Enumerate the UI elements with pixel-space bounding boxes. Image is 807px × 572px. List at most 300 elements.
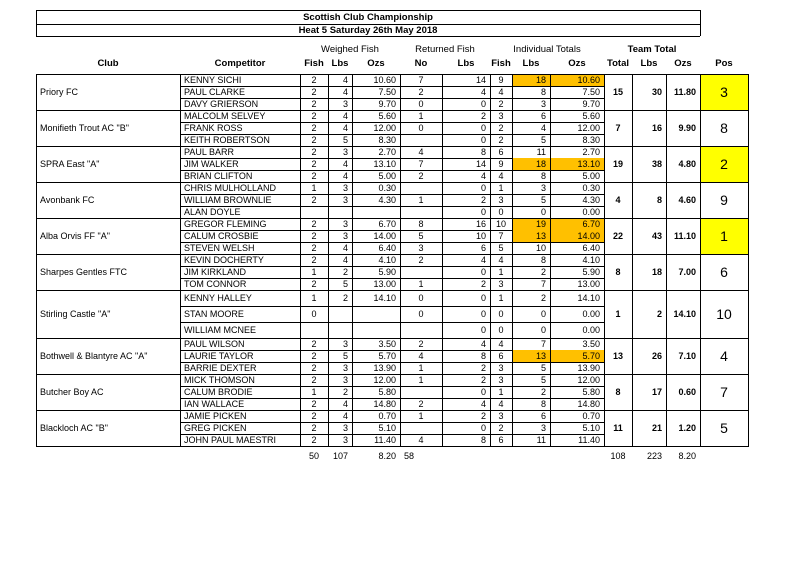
individual-fish-value: 6	[498, 147, 504, 157]
individual-ozs-value: 0.30	[582, 183, 600, 193]
individual-ozs-value: 5.80	[582, 387, 600, 397]
column-header-weighed-lbs: Lbs	[331, 58, 349, 69]
competitor-name: LAURIE TAYLOR	[184, 351, 254, 361]
weighed-ozs-value: 6.70	[378, 219, 396, 229]
individual-ozs-value: 14.80	[577, 399, 600, 409]
title-border-right	[700, 10, 701, 36]
column-divider	[490, 74, 491, 447]
competitor-name: BARRIE DEXTER	[184, 363, 257, 373]
weighed-fish-value: 2	[311, 147, 317, 157]
returned-lbs-value: 10	[475, 231, 486, 241]
team-ozs-value: 1.20	[678, 423, 696, 433]
returned-lbs-value: 4	[480, 399, 486, 409]
club-divider	[36, 74, 748, 75]
individual-ozs-value: 12.00	[577, 375, 600, 385]
weighed-lbs-value: 5	[342, 351, 348, 361]
team-total-value: 4	[615, 195, 621, 205]
team-total-value: 7	[615, 123, 621, 133]
club-divider	[36, 338, 748, 339]
row-divider	[180, 306, 604, 307]
individual-ozs-value: 13.00	[577, 279, 600, 289]
competitor-name: JIM KIRKLAND	[184, 267, 247, 277]
weighed-lbs-value: 3	[342, 435, 348, 445]
returned-no-value	[404, 422, 438, 434]
weighed-ozs-value: 13.90	[373, 363, 396, 373]
individual-fish-value: 7	[498, 231, 504, 241]
group-header-team: Team Total	[627, 44, 677, 55]
individual-ozs-value: 12.00	[577, 123, 600, 133]
competitor-name: PAUL BARR	[184, 147, 235, 157]
weighed-ozs-value: 14.10	[373, 293, 396, 303]
returned-lbs-value: 2	[480, 195, 486, 205]
competitor-name: JIM WALKER	[184, 159, 239, 169]
returned-lbs-value: 0	[480, 309, 486, 319]
individual-fish-value: 3	[498, 111, 504, 121]
team-total-value: 8	[615, 387, 621, 397]
club-divider	[36, 410, 748, 411]
individual-lbs-value: 19	[535, 219, 546, 229]
individual-ozs-value: 5.70	[582, 351, 600, 361]
weighed-fish-value	[304, 324, 324, 336]
weighed-fish-value: 1	[311, 387, 317, 397]
returned-no-value: 1	[418, 195, 424, 205]
returned-lbs-value: 0	[480, 99, 486, 109]
weighed-fish-value: 2	[311, 195, 317, 205]
sheet-subtitle: Heat 5 Saturday 26th May 2018	[298, 25, 438, 36]
club-name: Priory FC	[40, 87, 78, 97]
weighed-fish-value: 2	[311, 99, 317, 109]
weighed-lbs-value: 5	[342, 279, 348, 289]
weighed-ozs-value: 14.00	[373, 231, 396, 241]
weighed-lbs-value: 4	[342, 75, 348, 85]
competitor-name: FRANK ROSS	[184, 123, 243, 133]
team-lbs-value: 8	[656, 195, 662, 205]
column-divider	[180, 74, 181, 447]
returned-lbs-value: 0	[480, 423, 486, 433]
weighed-fish-value: 2	[311, 75, 317, 85]
column-divider	[352, 74, 353, 447]
weighed-ozs-value: 5.70	[378, 351, 396, 361]
returned-no-value: 4	[418, 435, 424, 445]
returned-lbs-value: 0	[480, 135, 486, 145]
competitor-name: IAN WALLACE	[184, 399, 245, 409]
individual-ozs-value: 14.00	[577, 231, 600, 241]
weighed-lbs-value: 2	[342, 267, 348, 277]
returned-no-value	[404, 266, 438, 278]
weighed-lbs-value: 4	[342, 111, 348, 121]
group-header-individual: Individual Totals	[513, 44, 581, 55]
returned-lbs-value: 8	[480, 435, 486, 445]
individual-lbs-value: 0	[540, 207, 546, 217]
returned-lbs-value: 0	[480, 325, 486, 335]
individual-fish-value: 3	[498, 363, 504, 373]
weighed-ozs-value	[356, 324, 396, 336]
column-header-weighed-fish: Fish	[304, 58, 324, 69]
returned-no-value: 2	[418, 255, 424, 265]
weighed-fish-value: 1	[311, 267, 317, 277]
returned-no-value: 1	[418, 375, 424, 385]
weighed-lbs-value: 4	[342, 171, 348, 181]
club-divider	[36, 254, 748, 255]
individual-ozs-value: 8.30	[582, 135, 600, 145]
weighed-lbs-value: 5	[342, 135, 348, 145]
weighed-fish-value: 2	[311, 243, 317, 253]
team-total-value: 13	[612, 351, 623, 361]
individual-lbs-value: 6	[540, 111, 546, 121]
individual-lbs-value: 5	[540, 195, 546, 205]
competitor-name: MALCOLM SELVEY	[184, 111, 266, 121]
individual-fish-value: 0	[498, 207, 504, 217]
individual-lbs-value: 8	[540, 171, 546, 181]
individual-ozs-value: 5.00	[582, 171, 600, 181]
column-divider	[442, 74, 443, 447]
weighed-ozs-value: 10.60	[373, 75, 396, 85]
team-lbs-value: 38	[651, 159, 662, 169]
column-divider	[748, 74, 749, 447]
individual-lbs-value: 2	[540, 267, 546, 277]
returned-no-value: 7	[418, 75, 424, 85]
weighed-fish-value: 2	[311, 411, 317, 421]
total-team-total: 108	[610, 451, 626, 461]
column-divider	[604, 74, 605, 447]
team-lbs-value: 18	[651, 267, 662, 277]
individual-ozs-value: 13.90	[577, 363, 600, 373]
team-total-value: 19	[612, 159, 623, 169]
column-header-club: Club	[97, 58, 119, 69]
individual-ozs-value: 6.70	[582, 219, 600, 229]
returned-no-value	[404, 134, 438, 146]
position-value: 10	[716, 306, 732, 322]
club-name: Monifieth Trout AC "B"	[40, 123, 129, 133]
individual-fish-value: 3	[498, 411, 504, 421]
weighed-fish-value: 2	[311, 375, 317, 385]
individual-lbs-value: 8	[540, 255, 546, 265]
weighed-fish-value: 2	[311, 135, 317, 145]
returned-no-value: 1	[418, 363, 424, 373]
weighed-ozs-value: 9.70	[378, 99, 396, 109]
returned-lbs-value: 2	[480, 363, 486, 373]
individual-ozs-value: 10.60	[577, 75, 600, 85]
weighed-lbs-value: 4	[342, 243, 348, 253]
individual-lbs-value: 0	[540, 325, 546, 335]
weighed-lbs-value: 3	[342, 219, 348, 229]
individual-lbs-value: 3	[540, 423, 546, 433]
weighed-lbs-value: 3	[342, 375, 348, 385]
individual-lbs-value: 2	[540, 387, 546, 397]
weighed-lbs-value	[332, 206, 348, 218]
competitor-name: STEVEN WELSH	[184, 243, 255, 253]
competitor-name: GREGOR FLEMING	[184, 219, 267, 229]
column-header-returned-lbs: Lbs	[457, 58, 475, 69]
competitor-name: MICK THOMSON	[184, 375, 255, 385]
individual-fish-value: 4	[498, 399, 504, 409]
weighed-ozs-value: 14.80	[373, 399, 396, 409]
individual-ozs-value: 6.40	[582, 243, 600, 253]
individual-fish-value: 4	[498, 87, 504, 97]
club-name: Avonbank FC	[40, 195, 95, 205]
position-value: 9	[720, 192, 728, 208]
individual-fish-value: 4	[498, 255, 504, 265]
column-divider	[300, 74, 301, 447]
returned-lbs-value: 0	[480, 207, 486, 217]
position-value: 5	[720, 420, 728, 436]
individual-fish-value: 1	[498, 183, 504, 193]
weighed-ozs-value	[356, 308, 396, 320]
individual-ozs-value: 4.30	[582, 195, 600, 205]
returned-lbs-value: 14	[475, 75, 486, 85]
competitor-name: STAN MOORE	[184, 309, 244, 319]
weighed-lbs-value: 3	[342, 147, 348, 157]
weighed-lbs-value: 3	[342, 231, 348, 241]
team-ozs-value: 4.60	[678, 195, 696, 205]
returned-no-value: 2	[418, 339, 424, 349]
group-header-returned: Returned Fish	[415, 44, 475, 55]
individual-lbs-value: 2	[540, 293, 546, 303]
weighed-ozs-value: 13.00	[373, 279, 396, 289]
column-header-position: Pos	[715, 58, 733, 69]
column-divider	[666, 74, 667, 447]
individual-ozs-value: 9.70	[582, 99, 600, 109]
individual-lbs-value: 0	[540, 309, 546, 319]
returned-lbs-value: 8	[480, 147, 486, 157]
club-divider	[36, 446, 748, 447]
individual-lbs-value: 8	[540, 87, 546, 97]
weighed-ozs-value: 4.30	[378, 195, 396, 205]
weighed-ozs-value: 5.00	[378, 171, 396, 181]
weighed-ozs-value: 5.80	[378, 387, 396, 397]
weighed-ozs-value: 5.10	[378, 423, 396, 433]
returned-lbs-value: 0	[480, 267, 486, 277]
team-total-value: 8	[615, 267, 621, 277]
individual-lbs-value: 11	[536, 435, 546, 445]
returned-lbs-value: 2	[480, 111, 486, 121]
weighed-ozs-value: 11.40	[374, 435, 396, 445]
individual-ozs-value: 0.00	[582, 325, 600, 335]
returned-lbs-value: 14	[475, 159, 486, 169]
competitor-name: PAUL CLARKE	[184, 87, 246, 97]
team-total-value: 22	[612, 231, 623, 241]
column-header-team-lbs: Lbs	[640, 58, 658, 69]
returned-no-value: 2	[418, 399, 424, 409]
returned-lbs-value: 6	[480, 243, 486, 253]
returned-lbs-value: 16	[475, 219, 486, 229]
returned-lbs-value: 0	[480, 183, 486, 193]
weighed-ozs-value: 7.50	[378, 87, 396, 97]
column-divider	[512, 74, 513, 447]
column-divider	[36, 74, 37, 447]
weighed-fish-value: 1	[311, 293, 317, 303]
weighed-ozs-value: 12.00	[373, 123, 396, 133]
column-header-team-ozs: Ozs	[674, 58, 692, 69]
weighed-fish-value: 2	[311, 219, 317, 229]
individual-fish-value: 1	[498, 267, 504, 277]
individual-fish-value: 6	[498, 435, 504, 445]
weighed-fish-value: 2	[311, 159, 317, 169]
individual-fish-value: 3	[498, 375, 504, 385]
returned-no-value: 5	[418, 231, 424, 241]
individual-ozs-value: 14.10	[577, 293, 600, 303]
team-ozs-value: 7.10	[678, 351, 696, 361]
club-name: Blackloch AC "B"	[40, 423, 108, 433]
column-header-team-total: Total	[607, 58, 629, 69]
team-lbs-value: 16	[651, 123, 662, 133]
row-divider	[180, 322, 604, 323]
weighed-fish-value: 2	[311, 399, 317, 409]
team-ozs-value: 11.80	[673, 87, 696, 97]
returned-no-value: 0	[418, 293, 424, 303]
competitor-name: KENNY HALLEY	[184, 293, 252, 303]
individual-fish-value: 2	[498, 135, 504, 145]
returned-no-value: 1	[418, 279, 424, 289]
position-value: 4	[720, 348, 728, 364]
competitor-name: WILLIAM MCNEE	[184, 325, 257, 335]
position-value: 8	[720, 120, 728, 136]
column-divider	[700, 74, 701, 447]
weighed-lbs-value	[332, 324, 348, 336]
returned-no-value: 0	[418, 123, 424, 133]
weighed-fish-value: 2	[311, 87, 317, 97]
individual-lbs-value: 3	[540, 99, 546, 109]
returned-lbs-value: 4	[480, 255, 486, 265]
team-lbs-value: 2	[656, 309, 662, 319]
weighed-lbs-value: 3	[342, 99, 348, 109]
team-lbs-value: 21	[651, 423, 662, 433]
individual-lbs-value: 7	[540, 339, 546, 349]
individual-lbs-value: 18	[535, 159, 546, 169]
weighed-fish-value: 2	[311, 351, 317, 361]
team-ozs-value: 14.10	[673, 309, 696, 319]
returned-no-value: 2	[418, 87, 424, 97]
weighed-lbs-value: 2	[342, 387, 348, 397]
individual-fish-value: 2	[498, 123, 504, 133]
individual-ozs-value: 3.50	[582, 339, 600, 349]
weighed-lbs-value: 3	[342, 363, 348, 373]
competitor-name: PAUL WILSON	[184, 339, 245, 349]
weighed-lbs-value: 4	[342, 159, 348, 169]
individual-fish-value: 2	[498, 423, 504, 433]
weighed-ozs-value: 5.90	[378, 267, 396, 277]
returned-lbs-value: 4	[480, 171, 486, 181]
returned-no-value	[404, 386, 438, 398]
returned-no-value: 1	[418, 111, 424, 121]
weighed-lbs-value: 4	[342, 411, 348, 421]
position-value: 2	[720, 156, 728, 172]
weighed-ozs-value: 2.70	[378, 147, 396, 157]
weighed-lbs-value: 4	[342, 255, 348, 265]
individual-lbs-value: 3	[540, 183, 546, 193]
returned-lbs-value: 2	[480, 375, 486, 385]
column-header-individual-lbs: Lbs	[522, 58, 540, 69]
individual-lbs-value: 13	[535, 351, 546, 361]
individual-fish-value: 6	[498, 351, 504, 361]
team-total-value: 15	[612, 87, 623, 97]
individual-fish-value: 1	[498, 293, 504, 303]
weighed-fish-value: 2	[311, 123, 317, 133]
weighed-ozs-value	[356, 206, 396, 218]
club-divider	[36, 146, 748, 147]
club-divider	[36, 182, 748, 183]
column-header-individual-fish: Fish	[491, 58, 511, 69]
total-weighed-fish: 50	[308, 451, 319, 461]
individual-lbs-value: 4	[540, 123, 546, 133]
weighed-lbs-value: 2	[342, 293, 348, 303]
team-ozs-value: 11.10	[673, 231, 696, 241]
weighed-ozs-value: 0.30	[378, 183, 396, 193]
competitor-name: BRIAN CLIFTON	[184, 171, 253, 181]
weighed-fish-value: 2	[311, 435, 317, 445]
weighed-lbs-value: 4	[342, 399, 348, 409]
team-ozs-value: 0.60	[678, 387, 696, 397]
weighed-ozs-value: 0.70	[378, 411, 396, 421]
club-name: Sharpes Gentles FTC	[40, 267, 128, 277]
returned-no-value: 3	[418, 243, 424, 253]
competitor-name: KENNY SICHI	[184, 75, 242, 85]
individual-fish-value: 1	[498, 387, 504, 397]
weighed-lbs-value: 3	[342, 339, 348, 349]
individual-fish-value: 2	[498, 99, 504, 109]
individual-lbs-value: 5	[540, 375, 546, 385]
column-divider	[632, 74, 633, 447]
club-name: Bothwell & Blantyre AC "A"	[40, 351, 148, 361]
returned-no-value: 4	[418, 147, 424, 157]
individual-ozs-value: 0.00	[582, 207, 600, 217]
column-divider	[328, 74, 329, 447]
total-weighed-ozs: 8.20	[378, 451, 396, 461]
weighed-fish-value: 2	[311, 279, 317, 289]
position-value: 1	[720, 228, 728, 244]
club-divider	[36, 290, 748, 291]
team-lbs-value: 43	[651, 231, 662, 241]
competitor-name: WILLIAM BROWNLIE	[184, 195, 272, 205]
weighed-fish-value: 2	[311, 423, 317, 433]
team-total-value: 1	[615, 309, 621, 319]
returned-no-value: 7	[418, 159, 424, 169]
returned-no-value: 0	[418, 99, 424, 109]
individual-ozs-value: 0.00	[582, 309, 600, 319]
individual-fish-value: 0	[498, 325, 504, 335]
weighed-ozs-value: 5.60	[378, 111, 396, 121]
returned-no-value: 4	[418, 351, 424, 361]
individual-fish-value: 3	[498, 195, 504, 205]
individual-lbs-value: 13	[535, 231, 546, 241]
weighed-ozs-value: 6.40	[378, 243, 396, 253]
weighed-fish-value: 2	[311, 339, 317, 349]
weighed-fish-value: 2	[311, 171, 317, 181]
returned-lbs-value: 4	[480, 339, 486, 349]
column-header-competitor: Competitor	[214, 58, 266, 69]
individual-lbs-value: 11	[536, 147, 546, 157]
club-divider	[36, 374, 748, 375]
position-value: 7	[720, 384, 728, 400]
team-ozs-value: 9.90	[678, 123, 696, 133]
total-weighed-lbs: 107	[332, 451, 348, 461]
individual-fish-value: 10	[495, 219, 506, 229]
column-header-returned-no: No	[414, 58, 428, 69]
returned-no-value: 2	[418, 171, 424, 181]
column-divider	[400, 74, 401, 447]
weighed-lbs-value: 4	[342, 123, 348, 133]
club-divider	[36, 218, 748, 219]
individual-lbs-value: 18	[535, 75, 546, 85]
individual-ozs-value: 5.10	[582, 423, 600, 433]
team-total-value: 11	[613, 423, 623, 433]
team-ozs-value: 7.00	[678, 267, 696, 277]
team-lbs-value: 30	[651, 87, 662, 97]
returned-lbs-value: 0	[480, 293, 486, 303]
weighed-fish-value	[304, 206, 324, 218]
weighed-fish-value: 0	[311, 309, 317, 319]
total-team-lbs: 223	[646, 451, 662, 461]
